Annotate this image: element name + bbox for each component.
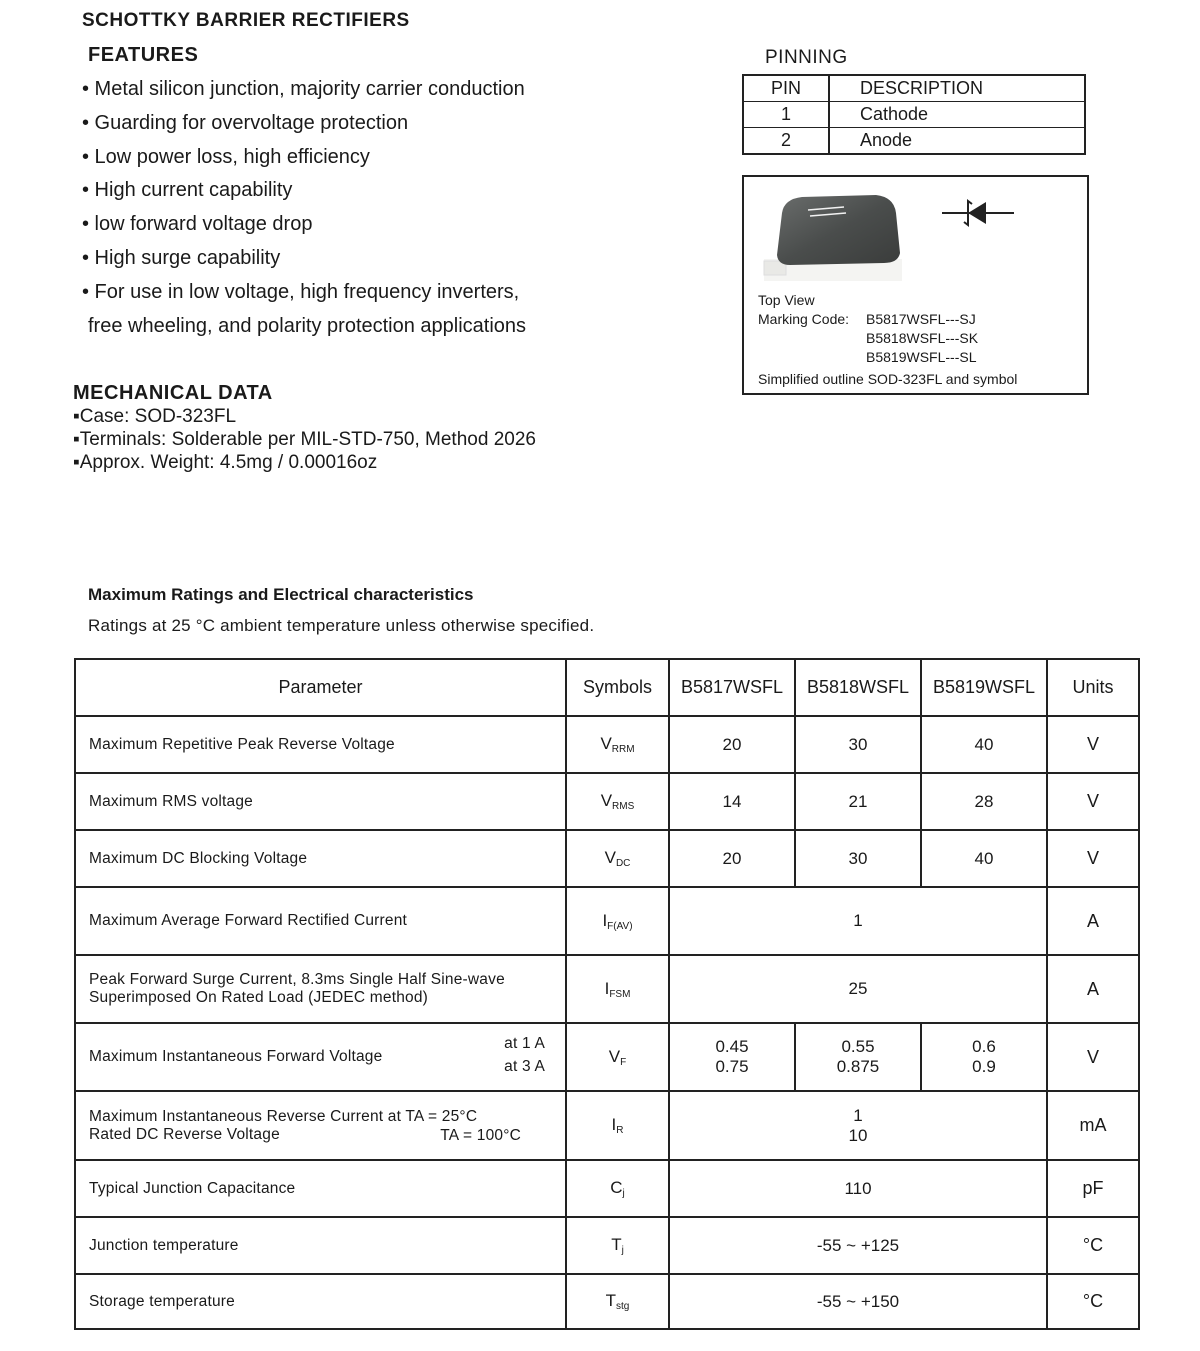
pin-number: 1 [743,102,829,128]
symbol-subscript: FSM [609,988,631,1000]
table-row [75,1091,1139,1160]
parameter-cell [75,1091,566,1160]
feature-item: • low forward voltage drop [82,213,313,236]
symbol-letter: V [600,791,613,810]
value-line: 1 [853,1105,863,1125]
unit-cell: V [1047,830,1139,887]
table-row [75,1023,1139,1091]
table-row [75,1160,1139,1217]
ratings-subtitle: Ratings at 25 °C ambient temperature unless otherwise specified. [88,616,595,635]
parameter-cell [75,1023,566,1091]
symbols-header: Symbols [566,659,669,716]
symbol-cell [566,1091,669,1160]
value-line: 0.55 [841,1037,875,1056]
diode-symbol-icon [938,195,1018,235]
value-cell [921,1023,1047,1091]
condition-text: TA = 100°C [440,1127,521,1144]
unit-cell: V [1047,773,1139,830]
value-line: 0.9 [972,1057,996,1076]
units-header: Units [1047,659,1139,716]
symbol-letter: V [604,848,616,867]
top-view-label: Top View [758,292,815,308]
symbol-subscript: F(AV) [607,920,633,932]
symbol-subscript: j [621,1245,624,1256]
feature-item [82,279,527,337]
part-header: B5818WSFL [795,659,921,716]
symbol-cell [566,1160,669,1217]
symbol-subscript: RRM [611,744,635,755]
condition-text: at 3 A [504,1058,545,1075]
symbol-letter: V [600,734,612,753]
feature-item: • High surge capability [82,246,281,269]
pinning-heading: PINNING [765,47,848,68]
symbol-cell [566,773,669,830]
value-cell: 30 [795,716,921,773]
value-cell: 40 [921,716,1047,773]
symbol-cell [566,955,669,1023]
symbol-subscript: F [620,1056,627,1068]
symbol-cell [566,1217,669,1274]
parameter-line: Superimposed On Rated Load (JEDEC method) [89,989,429,1006]
symbol-letter: T [611,1235,622,1254]
parameter-cell: Maximum Repetitive Peak Reverse Voltage [75,716,566,773]
part-header: B5819WSFL [921,659,1047,716]
symbol-cell [566,716,669,773]
marking-code: B5817WSFL---SJ [866,311,976,327]
unit-cell: pF [1047,1160,1139,1217]
symbol-letter: I [611,1115,617,1134]
parameter-cell: Storage temperature [75,1274,566,1329]
value-cell: 28 [921,773,1047,830]
part-header: B5817WSFL [669,659,795,716]
parameter-line: Rated DC Reverse Voltage [89,1125,280,1143]
package-illustration [744,177,1087,297]
symbol-subscript: DC [615,858,631,869]
value-cell: 20 [669,716,795,773]
value-line: 0.6 [972,1037,996,1056]
value-cell: 20 [669,830,795,887]
description-header: DESCRIPTION [829,75,1085,102]
parameter-text: Maximum Instantaneous Forward Voltage [89,1048,383,1065]
mechanical-item: ▪Approx. Weight: 4.5mg / 0.00016oz [73,452,378,473]
marking-code: B5819WSFL---SL [866,349,977,365]
table-row [75,773,1139,830]
value-line: 0.45 [715,1037,749,1056]
table-row [75,955,1139,1023]
table-row [743,128,1085,155]
table-row [743,102,1085,128]
ratings-heading: Maximum Ratings and Electrical characteristics [88,585,474,604]
symbol-letter: I [602,910,608,930]
symbol-cell [566,1023,669,1091]
unit-cell: °C [1047,1217,1139,1274]
pinning-header-row [743,75,1085,102]
features-heading: FEATURES [88,44,199,66]
table-row [75,716,1139,773]
pin-number: 2 [743,128,829,155]
unit-cell: A [1047,887,1139,955]
ratings-table [74,658,1140,1330]
pinning-table [742,74,1086,155]
parameter-cell: Junction temperature [75,1217,566,1274]
value-cell: 21 [795,773,921,830]
value-cell: 1 [669,887,1047,955]
table-row [75,887,1139,955]
unit-cell: mA [1047,1091,1139,1160]
parameter-line: Maximum Instantaneous Reverse Current at TA = 25°C [89,1107,478,1125]
symbol-subscript: R [616,1125,624,1136]
pin-header: PIN [743,75,829,102]
value-line: 0.875 [836,1057,880,1076]
unit-cell: °C [1047,1274,1139,1329]
symbol-letter: C [610,1178,623,1197]
value-line: 10 [848,1125,868,1145]
symbol-subscript: stg [616,1301,630,1312]
value-cell: 14 [669,773,795,830]
parameter-cell: Maximum DC Blocking Voltage [75,830,566,887]
symbol-subscript: j [622,1188,625,1199]
parameter-cell [75,955,566,1023]
table-row [75,830,1139,887]
parameter-cell: Typical Junction Capacitance [75,1160,566,1217]
unit-cell: V [1047,1023,1139,1091]
doc-title: SCHOTTKY BARRIER RECTIFIERS [82,10,410,31]
value-cell: 110 [669,1160,1047,1217]
mechanical-item: ▪Case: SOD-323FL [73,406,237,427]
symbol-letter: V [608,1046,621,1066]
table-row [75,1217,1139,1274]
table-row [75,1274,1139,1329]
symbol-cell [566,830,669,887]
package-outline-box [742,175,1089,395]
unit-cell: A [1047,955,1139,1023]
symbol-subscript: RMS [612,801,635,812]
pin-description: Anode [829,128,1085,155]
mechanical-heading: MECHANICAL DATA [73,382,273,404]
marking-code-label: Marking Code: [758,311,850,327]
feature-item-text: • For use in low voltage, high frequency inverters, [82,280,520,303]
feature-item: • High current capability [82,179,293,202]
parameter-line: Peak Forward Surge Current, 8.3ms Single Half Sine-wave [89,971,505,988]
value-cell [669,1091,1047,1160]
pin-description: Cathode [829,102,1085,128]
parameter-header: Parameter [75,659,566,716]
package-caption: Simplified outline SOD-323FL and symbol [758,371,1018,387]
unit-cell: V [1047,716,1139,773]
symbol-cell [566,1274,669,1329]
table-header-row [75,659,1139,716]
symbol-letter: T [605,1291,617,1310]
feature-item: • Low power loss, high efficiency [82,145,370,168]
value-cell [795,1023,921,1091]
value-cell: -55 ~ +150 [669,1274,1047,1329]
features-list [82,76,527,337]
mechanical-list [73,405,536,474]
feature-item-continuation: free wheeling, and polarity protection applications [88,314,527,337]
parameter-cell: Maximum RMS voltage [75,773,566,830]
value-cell: 30 [795,830,921,887]
symbol-letter: I [604,978,610,998]
value-line: 0.75 [715,1057,749,1076]
parameter-cell: Maximum Average Forward Rectified Current [75,887,566,955]
marking-code: B5818WSFL---SK [866,330,979,346]
mechanical-item: ▪Terminals: Solderable per MIL-STD-750, Method 2026 [73,429,536,450]
feature-item: • Guarding for overvoltage protection [82,111,409,134]
value-cell: 40 [921,830,1047,887]
symbol-cell [566,887,669,955]
feature-item: • Metal silicon junction, majority carrier conduction [82,78,525,100]
condition-text: at 1 A [504,1035,545,1052]
value-cell [669,1023,795,1091]
value-cell: -55 ~ +125 [669,1217,1047,1274]
value-cell: 25 [669,955,1047,1023]
